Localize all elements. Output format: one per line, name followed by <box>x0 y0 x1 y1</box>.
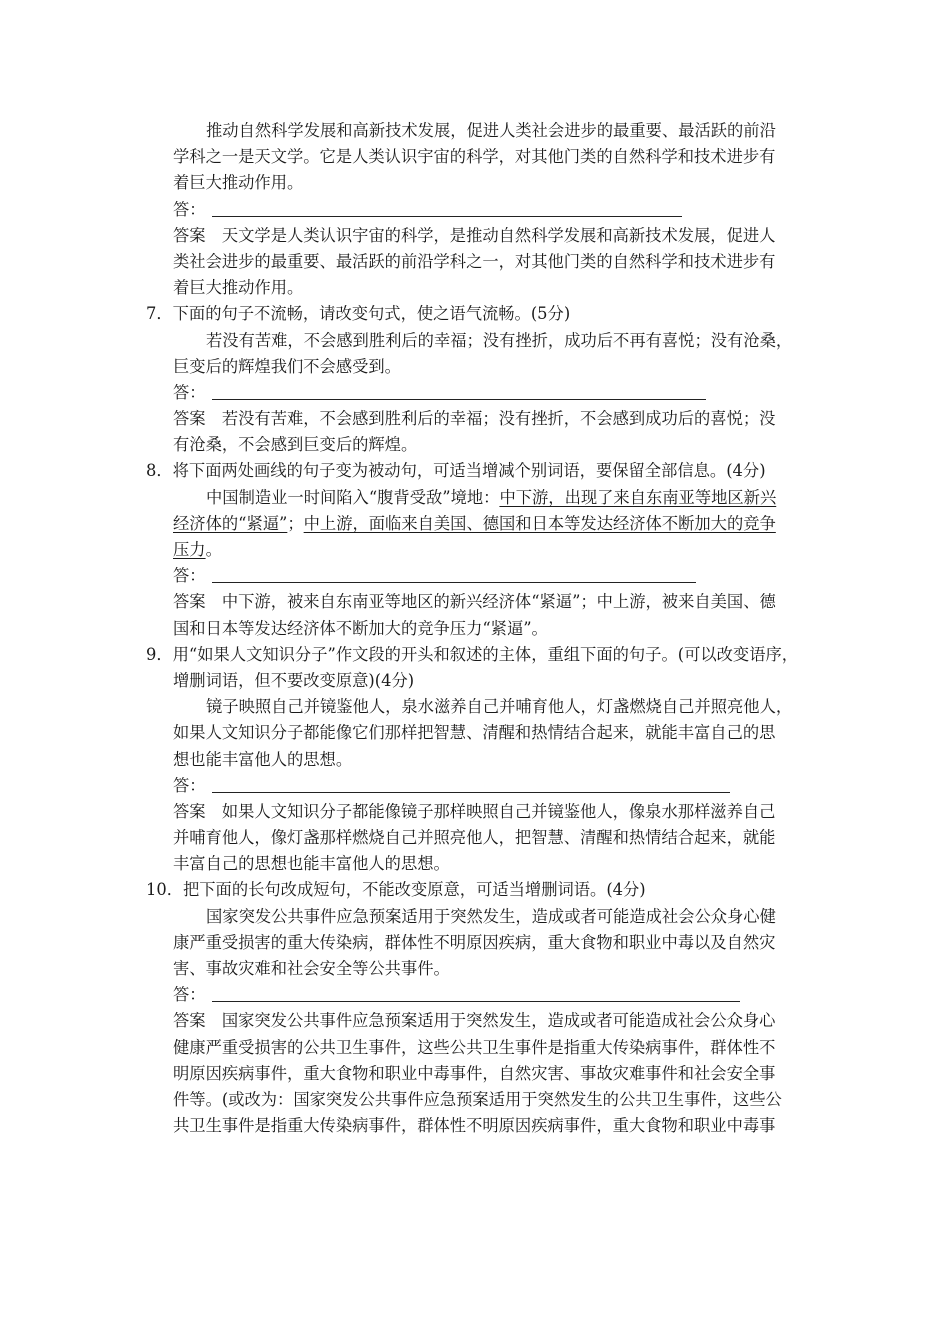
answer-prompt: 答： <box>173 382 206 402</box>
q7-passage-line: 巨变后的辉煌我们不会感受到。 <box>173 356 401 376</box>
answer-prompt: 答： <box>173 985 206 1005</box>
q9-answer-line: 答案 如果人文知识分子都能像镜子那样映照自己并镜鉴他人，像泉水那样滋养自己 <box>173 801 776 821</box>
q10-answer-line: 明原因疾病事件，重大食物和职业中毒事件，自然灾害、事故灾难事件和社会安全事 <box>173 1063 776 1083</box>
q10-answer-field[interactable] <box>146 982 818 1008</box>
q8-passage-line <box>146 537 818 563</box>
q8-answer-field[interactable] <box>146 563 818 589</box>
q9-question: 9．用“如果人文知识分子”作文段的开头和叙述的主体，重组下面的句子。(可以改变语序， <box>146 644 799 664</box>
q10-question: 10．把下面的长句改成短句，不能改变原意，可适当增删词语。(4分) <box>146 880 646 900</box>
q6-answer-line: 着巨大推动作用。 <box>173 278 304 298</box>
q9-answer-field[interactable] <box>146 773 818 799</box>
q8-passage-text: 中国制造业一时间陷入“腹背受敌”境地： <box>206 487 500 507</box>
answer-prompt: 答： <box>173 199 206 219</box>
q10-answer-line: 健康严重受损害的公共卫生事件，这些公共卫生事件是指重大传染病事件，群体性不 <box>173 1037 776 1057</box>
answer-blank[interactable] <box>212 568 696 583</box>
q8-passage-text: 。 <box>205 540 222 559</box>
document-page <box>146 118 818 1139</box>
q8-answer-line: 国和日本等发达经济体不断加大的竞争压力“紧逼”。 <box>173 618 548 638</box>
q6-answer-line: 答案 天文学是人类认识宇宙的科学，是推动自然科学发展和高新技术发展，促进人 <box>173 225 776 245</box>
answer-blank[interactable] <box>212 778 730 793</box>
q8-underlined-sentence: 经济体的“紧逼” <box>173 513 288 533</box>
q6-passage-line: 推动自然科学发展和高新技术发展，促进人类社会进步的最重要、最活跃的前沿 <box>206 121 776 140</box>
q9-question: 增删词语，但不要改变原意)(4分) <box>173 670 415 690</box>
answer-blank[interactable] <box>212 202 682 217</box>
answer-prompt: 答： <box>173 775 206 795</box>
q6-answer-line: 类社会进步的最重要、最活跃的前沿学科之一，对其他门类的自然科学和技术进步有 <box>173 251 776 271</box>
q7-answer-line: 答案 若没有苦难，不会感到胜利后的幸福；没有挫折，不会感到成功后的喜悦；没 <box>173 409 776 429</box>
q7-passage-line: 若没有苦难，不会感到胜利后的幸福；没有挫折，成功后不再有喜悦；没有沧桑， <box>206 330 793 350</box>
q6-passage-line: 着巨大推动作用。 <box>173 173 304 193</box>
q7-question: 7．下面的句子不流畅，请改变句式，使之语气流畅。(5分) <box>146 304 571 324</box>
q10-passage-line: 害、事故灾难和社会安全等公共事件。 <box>173 959 450 978</box>
q10-answer-line: 共卫生事件是指重大传染病事件，群体性不明原因疾病事件，重大食物和职业中毒事 <box>173 1116 776 1136</box>
q8-underlined-sentence: 中下游，出现了来自东南亚等地区新兴 <box>499 487 777 507</box>
q8-passage-text: ； <box>287 513 304 533</box>
q8-underlined-sentence: 中上游，面临来自美国、德国和日本等发达经济体不断加大的竞争 <box>303 513 776 533</box>
q7-answer-line: 有沧桑，不会感到巨变后的辉煌。 <box>173 435 418 455</box>
q8-passage-line <box>146 485 818 511</box>
q7-answer-field[interactable] <box>146 380 818 406</box>
q10-answer-line: 件等。(或改为：国家突发公共事件应急预案适用于突然发生的公共卫生事件，这些公 <box>173 1089 782 1109</box>
answer-prompt: 答： <box>173 566 206 586</box>
q9-passage-line: 镜子映照自己并镜鉴他人，泉水滋养自己并哺育他人，灯盏燃烧自己并照亮他人， <box>206 697 793 717</box>
answer-blank[interactable] <box>212 385 706 400</box>
q9-answer-line: 丰富自己的思想也能丰富他人的思想。 <box>173 854 450 874</box>
answer-blank[interactable] <box>212 987 740 1002</box>
q8-answer-line: 答案 中下游，被来自东南亚等地区的新兴经济体“紧逼”；中上游，被来自美国、德 <box>173 592 776 612</box>
q8-question: 8．将下面两处画线的句子变为被动句，可适当增减个别词语，要保留全部信息。(4分) <box>146 461 766 481</box>
q6-answer-field[interactable] <box>146 197 818 223</box>
q8-underlined-sentence: 压力 <box>173 540 206 559</box>
q10-passage-line: 康严重受损害的重大传染病，群体性不明原因疾病，重大食物和职业中毒以及自然灾 <box>173 932 776 952</box>
q10-answer-line: 答案 国家突发公共事件应急预案适用于突然发生，造成或者可能造成社会公众身心 <box>173 1011 776 1031</box>
q8-passage-line <box>146 511 818 537</box>
q9-passage-line: 想也能丰富他人的思想。 <box>173 749 353 769</box>
q6-passage-line: 学科之一是天文学。它是人类认识宇宙的科学，对其他门类的自然科学和技术进步有 <box>173 147 776 167</box>
q9-passage-line: 如果人文知识分子都能像它们那样把智慧、清醒和热情结合起来，就能丰富自己的思 <box>173 723 776 743</box>
q10-passage-line: 国家突发公共事件应急预案适用于突然发生，造成或者可能造成社会公众身心健 <box>206 906 776 926</box>
q9-answer-line: 并哺育他人，像灯盏那样燃烧自己并照亮他人，把智慧、清醒和热情结合起来，就能 <box>173 828 776 848</box>
